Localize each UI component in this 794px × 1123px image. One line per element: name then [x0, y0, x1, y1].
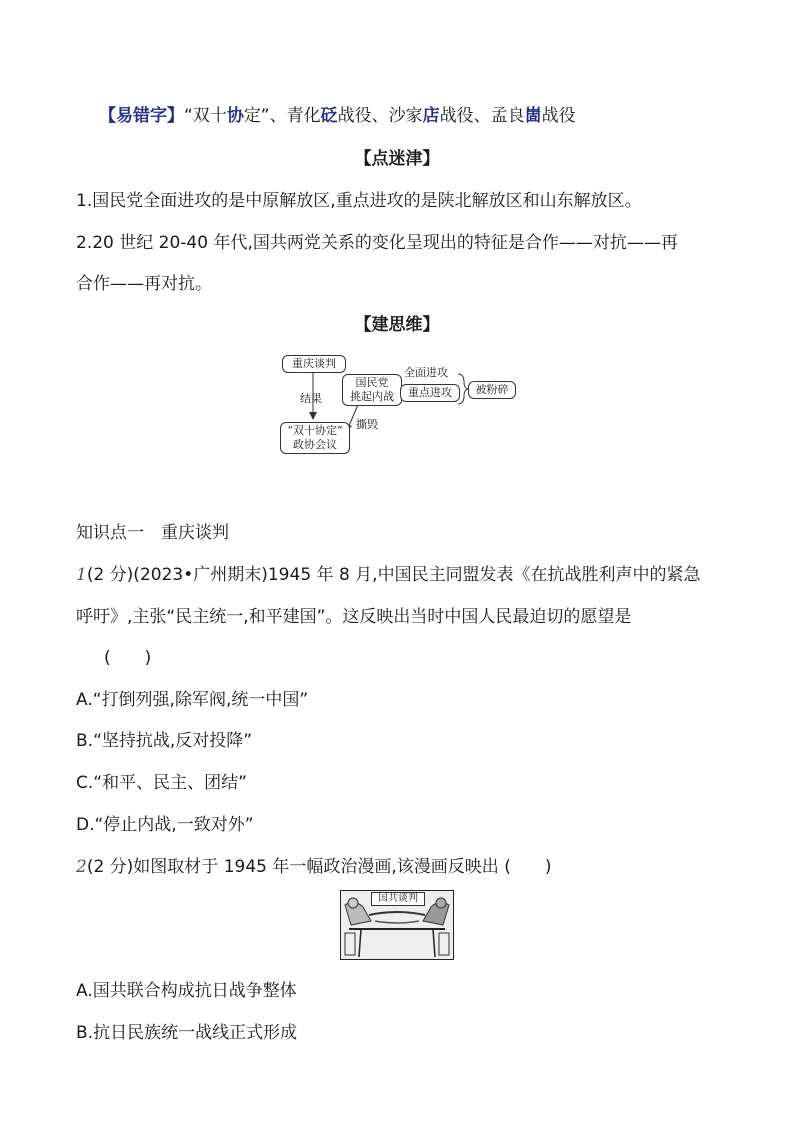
- q2-option-a[interactable]: A.国共联合构成抗日战争整体: [76, 981, 297, 1001]
- yicuozi-text-1: “双十: [184, 106, 227, 126]
- label-tear-up: 撕毁: [356, 418, 378, 431]
- yicuozi-line: [99, 104, 576, 128]
- dianmijin-item-2-line-1: 2.20 世纪 20-40 年代,国共两党关系的变化呈现出的特征是合作——对抗——再: [76, 233, 678, 253]
- q1-text-1: (2 分)(2023•广州期末)1945 年 8 月,中国民主同盟发表《在抗战胜利声中的紧急: [86, 565, 701, 585]
- node-key-point-attack: 重点进攻: [400, 384, 460, 402]
- node-kmt-line-2: 挑起内战: [350, 390, 394, 403]
- yicuozi-highlight-2: 砭: [320, 106, 338, 126]
- q1-answer-blank[interactable]: ( ): [104, 648, 152, 668]
- yicuozi-text-4: 战役、孟良: [439, 106, 525, 126]
- section-title: 知识点一 重庆谈判: [76, 523, 229, 543]
- yicuozi-highlight-3: 店: [422, 106, 440, 126]
- label-full-scale-attack: 全面进攻: [404, 366, 448, 379]
- q1-option-a[interactable]: A.“打倒列强,除军阀,统一中国”: [76, 690, 309, 710]
- node-crushed: 被粉碎: [468, 381, 516, 399]
- q1-line-1: [76, 563, 701, 587]
- yicuozi-highlight-1: 协: [226, 106, 244, 126]
- q2-text: (2 分)如图取材于 1945 年一幅政治漫画,该漫画反映出 ( ): [86, 857, 552, 877]
- node-kmt-civil-war: [342, 374, 402, 406]
- q1-option-b[interactable]: B.“坚持抗战,反对投降”: [76, 731, 253, 751]
- jiansiwei-heading: 【建思维】: [354, 315, 440, 335]
- q1-number: 1: [76, 565, 87, 585]
- node-kmt-line-1: 国民党: [355, 376, 389, 389]
- q2-option-b[interactable]: B.抗日民族统一战线正式形成: [76, 1023, 298, 1043]
- dianmijin-item-1: 1.国民党全面进攻的是中原解放区,重点进攻的是陕北解放区和山东解放区。: [76, 191, 642, 211]
- q1-line-2: 呼吁》,主张“民主统一,和平建国”。这反映出当时中国人民最迫切的愿望是: [76, 607, 632, 627]
- q1-option-c[interactable]: C.“和平、民主、团结”: [76, 773, 247, 793]
- yicuozi-highlight-4: 崮: [524, 106, 542, 126]
- yicuozi-text-3: 战役、沙家: [337, 106, 423, 126]
- yicuozi-text-5: 战役: [541, 106, 576, 126]
- node-double-ten-agreement: [280, 422, 350, 454]
- mind-map-diagram: [280, 352, 520, 462]
- yicuozi-label: 【易错字】: [99, 106, 184, 126]
- label-result: 结果: [300, 392, 322, 405]
- node-double-ten-line-1: “双十协定”: [287, 424, 343, 437]
- q2-line: [76, 855, 551, 879]
- dianmijin-item-2-line-2: 合作——再对抗。: [76, 274, 212, 294]
- yicuozi-text-2: 定”、青化: [243, 106, 321, 126]
- cartoon-caption: 国共谈判: [371, 892, 425, 906]
- dianmijin-heading: 【点迷津】: [354, 149, 440, 169]
- political-cartoon-image: [340, 890, 454, 960]
- node-chongqing-talks: 重庆谈判: [282, 355, 346, 373]
- q2-number: 2: [76, 857, 87, 877]
- q1-option-d[interactable]: D.“停止内战,一致对外”: [76, 815, 254, 835]
- node-double-ten-line-2: 政协会议: [293, 438, 337, 451]
